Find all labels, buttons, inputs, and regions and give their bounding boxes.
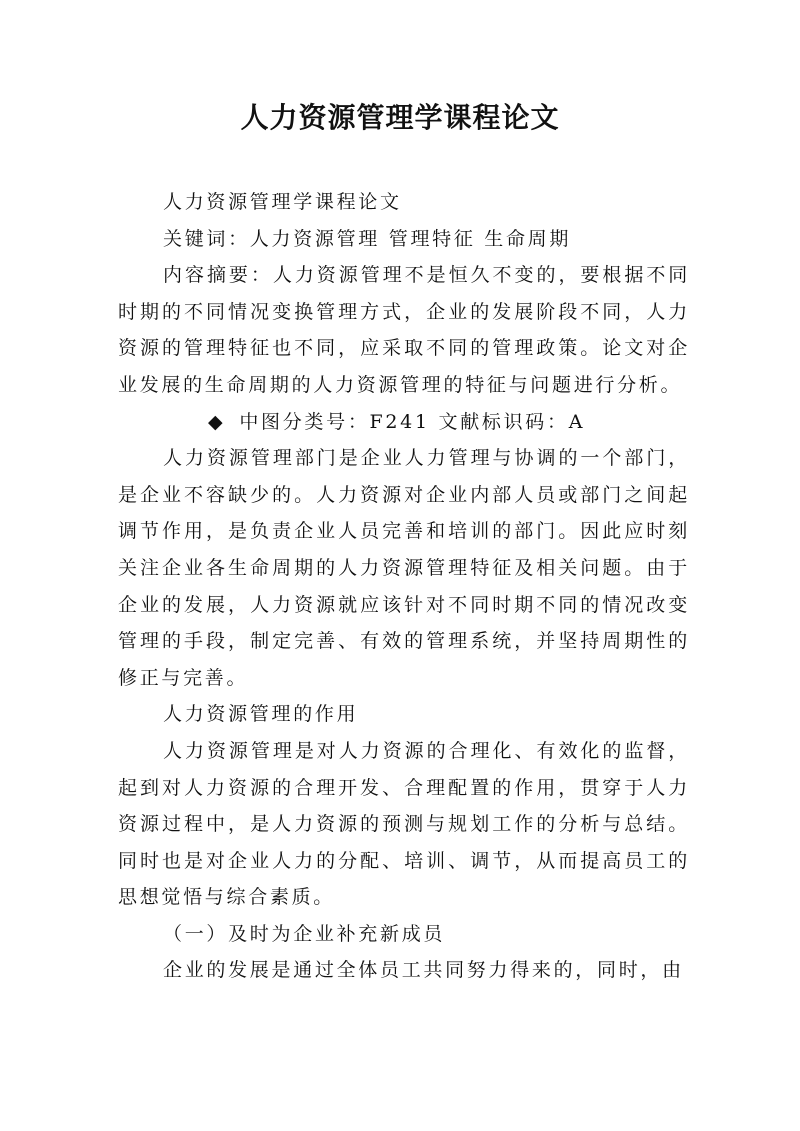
- abstract-paragraph: 内容摘要：人力资源管理不是恒久不变的，要根据不同时期的不同情况变换管理方式，企业的发展阶段不同，人力资源的管理特征也不同，应采取不同的管理政策。论文对企业发展的生命周期的人力资源管理的特征与问题进行分析。: [118, 264, 690, 396]
- classification-paragraph: [118, 404, 690, 441]
- document-title: 人力资源管理学课程论文: [240, 101, 560, 134]
- section-heading-role: 人力资源管理的作用: [163, 703, 359, 726]
- section-heading-one: （一）及时为企业补充新成员: [163, 922, 446, 945]
- subtitle-paragraph: 人力资源管理学课程论文: [163, 191, 402, 213]
- intro-paragraph: 人力资源管理部门是企业人力管理与协调的一个部门，是企业不容缺少的。人力资源对企业内部人员或部门之间起调节作用，是负责企业人员完善和培训的部门。因此应时刻关注企业各生命周期的人力资源管理特征及相关问题。由于企业的发展，人力资源就应该针对不同时期不同的情况改变管理的手段，制定完善、有效的管理系统，并坚持周期性的修正与完善。: [118, 447, 690, 689]
- section-one-paragraph: 企业的发展是通过全体员工共同努力得来的，同时，由: [163, 959, 684, 982]
- role-paragraph: 人力资源管理是对人力资源的合理化、有效化的监督，起到对人力资源的合理开发、合理配置的作用，贯穿于人力资源过程中，是人力资源的预测与规划工作的分析与总结。同时也是对企业人力的分配、培训、调节，从而提高员工的思想觉悟与综合素质。: [118, 739, 690, 909]
- keywords-paragraph: 关键词：人力资源管理 管理特征 生命周期: [163, 227, 572, 250]
- diamond-bullet-icon: ◆: [208, 410, 226, 433]
- classification-text: 中图分类号：F241 文献标识码：A: [239, 410, 586, 433]
- document-body: [118, 184, 690, 989]
